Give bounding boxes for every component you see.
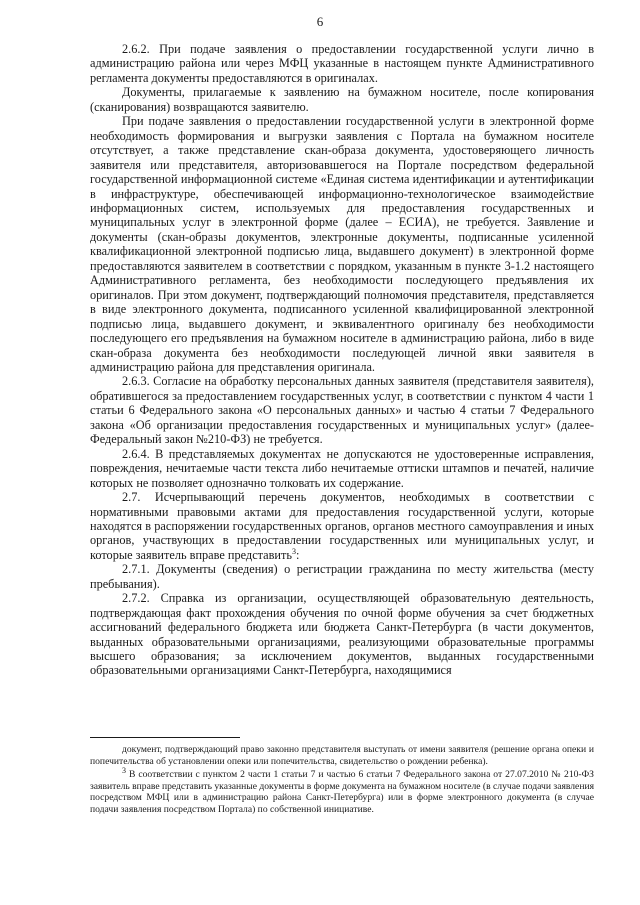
footnote-3	[90, 766, 594, 815]
document-body	[90, 42, 594, 678]
paragraph-2-7-text: 2.7. Исчерпывающий перечень документов, необходимых в соответствии с нормативными правовыми актами для предоставления государственной услуги, которые находятся в распоряжении государственных органов, органов местного самоуправления и иных органов, участвующих в предоставлении государственных или муниципальных услуг, и которые заявитель вправе представить	[90, 490, 594, 562]
page-number: 6	[316, 14, 324, 29]
paragraph-2-7-2: 2.7.2. Справка из организации, осуществляющей образовательную деятельность, подтверждающая факт прохождения обучения по очной форме обучения за счет бюджетных ассигнований федерального бюджета или бюджета Санкт-Петербурга (в части документов, выданных образовательными организациями, реализующими образовательные программы высшего образования; за исключением документов, выданных государственными образовательными организациями Санкт-Петербурга, находящимися	[90, 591, 594, 678]
footnote-marker-3: 3	[122, 766, 126, 775]
paragraph-2-6-4: 2.6.4. В представляемых документах не допускаются не удостоверенные исправления, повреждения, нечитаемые части текста либо нечитаемые оттиски штампов и печатей, наличие которых не позволяет однозначно толковать их содержание.	[90, 446, 594, 490]
paragraph-2-7-1: 2.7.1. Документы (сведения) о регистрации гражданина по месту жительства (месту пребывания).	[90, 562, 594, 591]
footnote-3-text: В соответствии с пунктом 2 части 1 статьи 7 и частью 6 статьи 7 Федерального закона от 27.07.2010 № 210-ФЗ заявитель вправе представить указанные документы в форме документа на бумажном носителе (в случае подачи заявления посредством МФЦ или в администрацию района Санкт-Петербурга) или в форме электронного документа (в случае подачи заявления посредством Портала) по собственной инициативе.	[90, 769, 594, 815]
paragraph-documents-returned: Документы, прилагаемые к заявлению на бумажном носителе, после копирования (сканирования) возвращаются заявителю.	[90, 85, 594, 114]
footnotes	[90, 744, 594, 816]
paragraph-2-6-2: 2.6.2. При подаче заявления о предоставлении государственной услуги лично в администрацию района или через МФЦ указанные в настоящем пункте Административного регламента документы предоставляются в оригиналах.	[90, 42, 594, 85]
paragraph-electronic-submission: При подаче заявления о предоставлении государственной услуги в электронной форме необходимость формирования и выгрузки заявления с Портала на бумажном носителе отсутствует, а также представление скан-образа документа, удостоверяющего личность заявителя или представителя, авторизовавшегося на Портале посредством федеральной государственной информационной системе «Единая система идентификации и аутентификации в инфраструктуре, обеспечивающей информационно-технологическое взаимодействие информационных систем, используемых для предоставления государственных и муниципальных услуг в электронной форме (далее – ЕСИА), не требуется. Заявление и документы (скан-образы документов, электронные документы, подписанные усиленной квалификационной электронной подписью лица, выдавшего документ) в электронной форме предоставляются заявителем в соответствии с порядком, указанным в пункте 3-1.2 настоящего Административного регламента, без необходимости последующего предъявления их оригиналов. При этом документ, подтверждающий полномочия представителя, представляется в виде электронного документа, подписанного усиленной квалифицированной электронной подписью лица, выдавшего документ, и эквивалентного оригиналу без необходимости последующего его предъявления на бумажном носителе в администрацию района, либо в виде скан-образа документа без необходимости последующей личной явки заявителя в администрацию района для представления оригинала.	[90, 114, 594, 374]
paragraph-2-7	[90, 490, 594, 562]
footnote-reference-suffix: :	[296, 547, 300, 562]
footnote-continued: документ, подтверждающий право законно представителя выступать от имени заявителя (решение органа опеки и попечительства об установлении опеки или попечительства, свидетельство о рождении ребенка).	[90, 744, 594, 767]
footnote-separator	[90, 737, 240, 738]
paragraph-2-6-3: 2.6.3. Согласие на обработку персональных данных заявителя (представителя заявителя), обратившегося за предоставлением государственных услуг, в соответствии с пунктом 4 части 1 статьи 6 Федерального закона «О персональных данных» и частью 4 статьи 7 Федерального закона «Об организации предоставления государственных и муниципальных услуг» (далее- Федеральный закон №210-ФЗ) не требуется.	[90, 374, 594, 447]
footnote-reference-3[interactable]: 3	[292, 546, 296, 556]
